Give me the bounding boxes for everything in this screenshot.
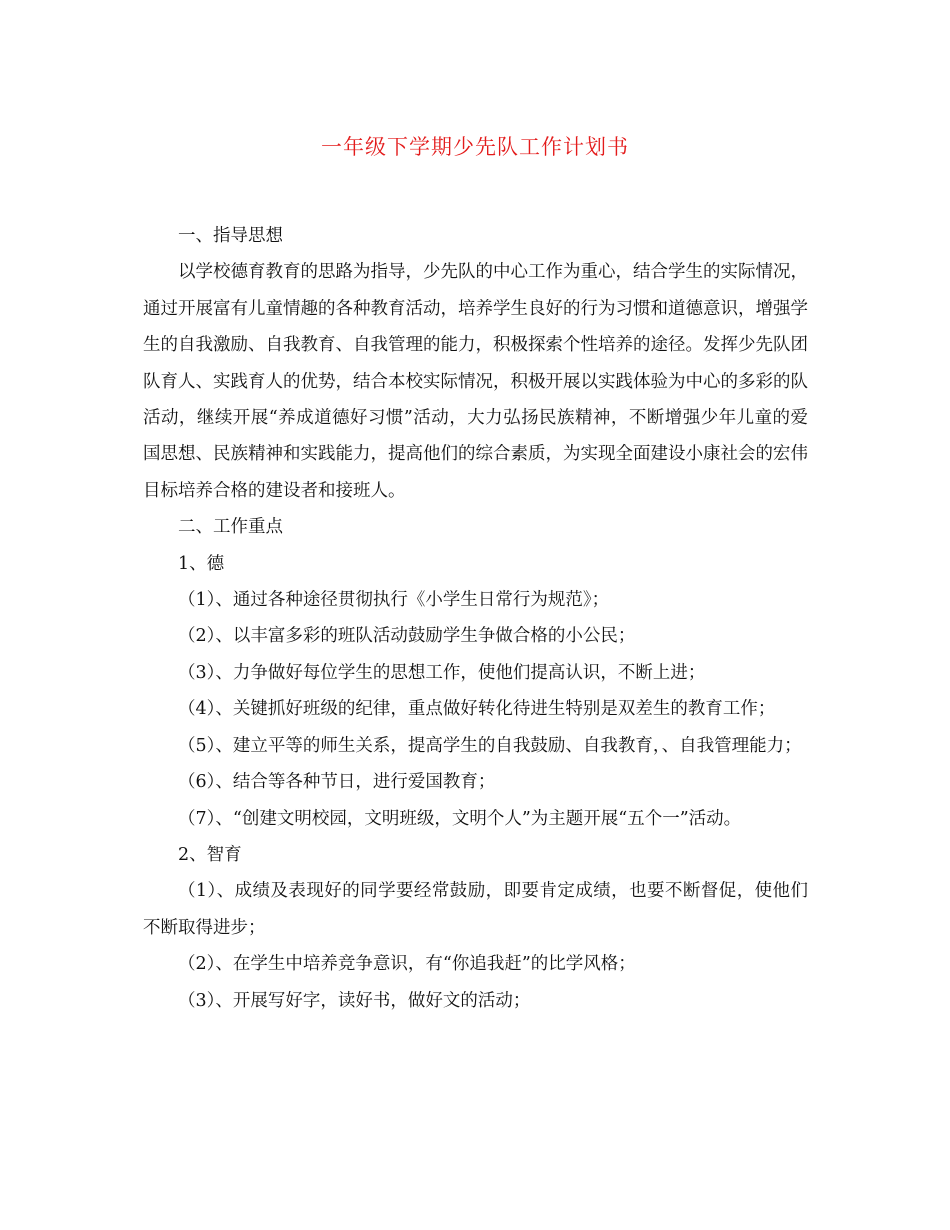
subheading-moral: 1、德 (178, 553, 225, 574)
list-item: （3）、开展写好字，读好书，做好文的活动； (178, 990, 531, 1011)
list-item: （7）、“创建文明校园，文明班级，文明个人”为主题开展“五个一”活动。 (178, 808, 742, 829)
list-item: （2）、在学生中培养竞争意识，有“你追我赶”的比学风格； (178, 954, 636, 975)
list-item: （1）、通过各种途径贯彻执行《小学生日常行为规范》； (178, 590, 610, 611)
paragraph-guiding-ideology: 以学校德育教育的思路为指导，少先队的中心工作为重心，结合学生的实际情况，通过开展富有儿童情趣的各种教育活动，培养学生良好的行为习惯和道德意识，增强学生的自我激励、自我教育、自我管理的能力，积极探索个性培养的途径。发挥少先队团队育人、实践育人的优势，结合本校实际情况，积极开展以实践体验为中心的多彩的队活动，继续开展“养成道德好习惯”活动，大力弘扬民族精神，不断增强少年儿童的爱国思想、民族精神和实践能力，提高他们的综合素质，为实现全面建设小康社会的宏伟目标培养合格的建设者和接班人。 (143, 262, 808, 501)
list-item: （1）、成绩及表现好的同学要经常鼓励，即要肯定成绩，也要不断督促，使他们不断取得进步； (143, 881, 808, 938)
section-heading-work-focus: 二、工作重点 (178, 517, 283, 538)
document-body (143, 218, 808, 1019)
list-item: （5）、建立平等的师生关系，提高学生的自我鼓励、自我教育，、自我管理能力； (178, 735, 802, 756)
list-item: （3）、力争做好每位学生的思想工作，使他们提高认识，不断上进； (178, 662, 706, 683)
section-heading-guiding-ideology: 一、指导思想 (178, 226, 283, 246)
subheading-intellectual: 2、智育 (178, 844, 242, 865)
document-title: 一年级下学期少先队工作计划书 (321, 135, 629, 159)
list-item: （6）、结合等各种节日，进行爱国教育； (178, 772, 496, 793)
list-item: （4）、关键抓好班级的纪律，重点做好转化待进生特别是双差生的教育工作； (178, 699, 776, 720)
list-item: （2）、以丰富多彩的班队活动鼓励学生争做合格的小公民； (178, 626, 636, 647)
